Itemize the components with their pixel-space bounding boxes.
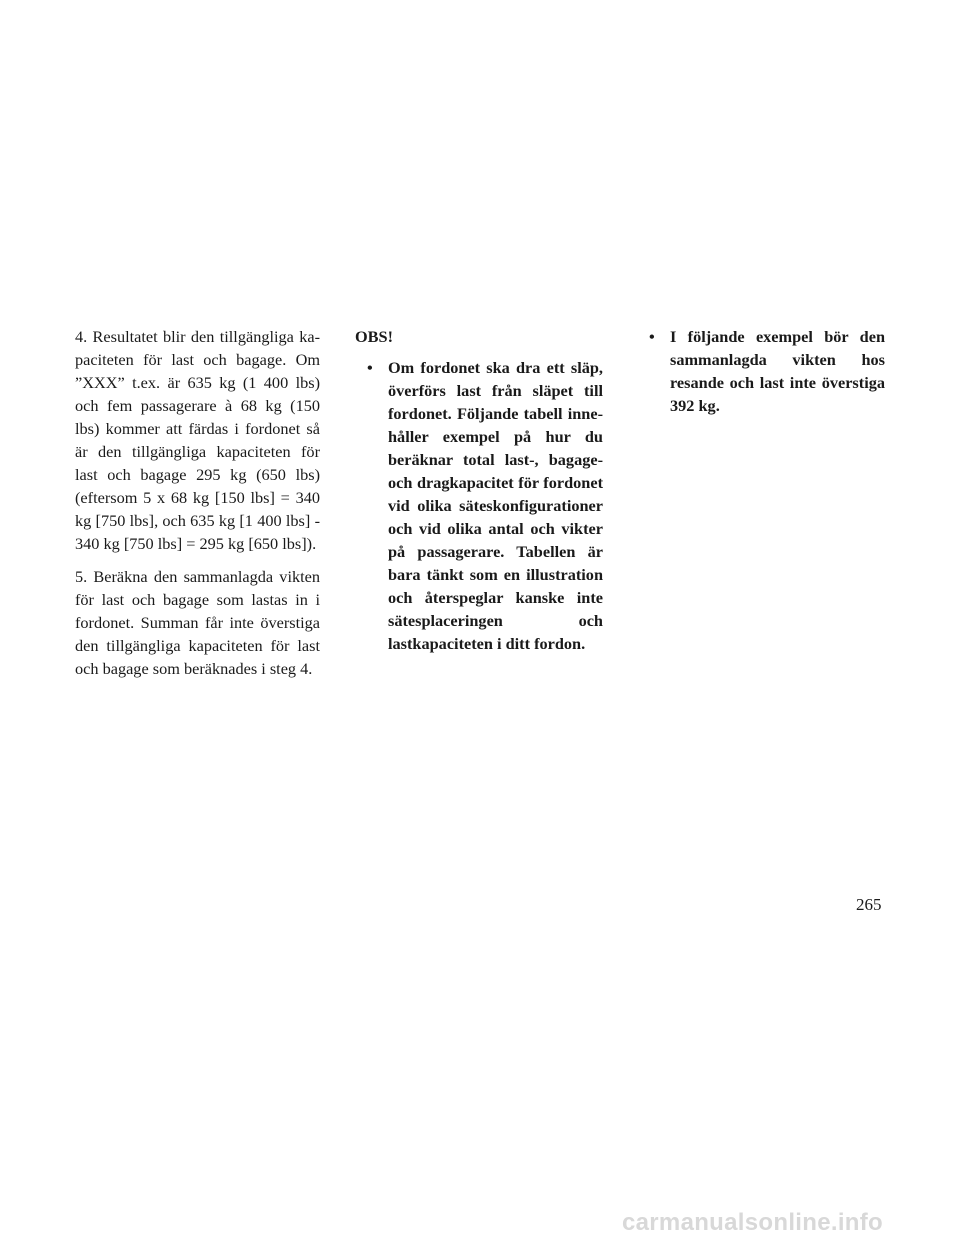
text-column-middle (355, 325, 603, 655)
note-heading: OBS! (355, 327, 394, 346)
page-number: 265 (856, 895, 882, 914)
text-column-right (637, 325, 885, 417)
note-bullet-text: I följande exempel bör den sammanlagda vikten hos resande och last inte överstiga 392 kg. (670, 327, 885, 415)
step-4-paragraph: 4. Resultatet blir den tillgängliga kapaciteten för last och bagage. Om ”XXX” t.ex. är 635 kg (1 400 lbs) och fem passagerare à 68 kg (150 lbs) kommer att färdas i fordonet så är den tillgängliga kapaciteten för last och bagage 295 kg (650 lbs) (eftersom 5 x 68 kg [150 lbs] = 340 kg [750 lbs], och 635 kg [1 400 lbs] - 340 kg [750 lbs] = 295 kg [650 lbs]). (75, 327, 320, 553)
note-bullet-example (637, 325, 885, 417)
step-5-paragraph: 5. Beräkna den sammanlagda vikten för last och bagage som lastas in i fordonet. Summan får inte överstiga den tillgängliga kapaciteten för last och bagage som beräknades i steg 4. (75, 567, 320, 678)
bullet-icon: • (367, 358, 373, 377)
text-column-left (75, 325, 320, 690)
watermark-text: carmanualsonline.info (622, 1209, 884, 1236)
bullet-icon: • (649, 327, 655, 346)
note-bullet-trailer (355, 356, 603, 655)
note-bullet-text: Om fordonet ska dra ett släp, överförs last från släpet till fordonet. Följande tabell innehåller exempel på hur du beräknar total last-, bagage- och dragkapacitet för fordonet vid olika säteskonfigurationer och vid olika antal och vikter på passagerare. Tabellen är bara tänkt som en illustration och återspeglar kanske inte sätesplaceringen och lastkapaciteten i ditt fordon. (388, 358, 603, 653)
